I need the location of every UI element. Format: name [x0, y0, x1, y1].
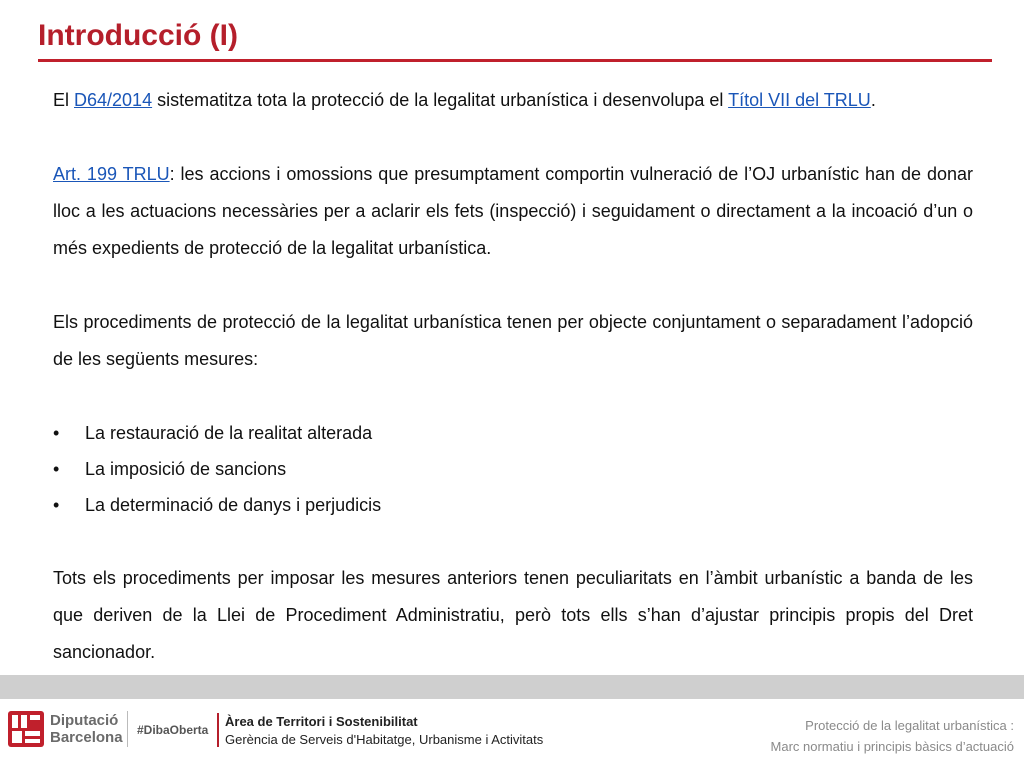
bullet-icon: •: [53, 459, 60, 479]
paragraph-conclusion: Tots els procediments per imposar les mesures anteriors tenen peculiaritats en l’àmbit urbanístic a banda de les que deriven de la Llei de Procediment Administratiu, però tots ells s’han d’ajustar principis propis del Dret sancionador.: [53, 568, 973, 662]
area-info: [225, 713, 543, 749]
logo-text-line2: Barcelona: [50, 729, 123, 746]
diputacio-logo: [8, 711, 123, 747]
list-item-text: La imposició de sancions: [85, 459, 287, 479]
intro-text-2: sistematitza tota la protecció de la legalitat urbanística i desenvolupa el: [152, 90, 729, 110]
footer-band: [0, 675, 1024, 699]
slide-title: Introducció (I): [38, 19, 238, 52]
list-item: [53, 451, 973, 487]
bullet-icon: •: [53, 423, 60, 443]
list-item: [53, 487, 973, 523]
hashtag-label: #DibaOberta: [137, 723, 209, 737]
area-title: Àrea de Territori i Sostenibilitat: [225, 714, 418, 729]
link-art-199-trlu[interactable]: Art. 199 TRLU: [53, 164, 170, 184]
art-199-text: : les accions i omossions que presumptament comportin vulneració de l’OJ urbanístic han de donar lloc a les actuacions necessàries per a aclarir els fets (inspecció) i seguidament o directament a la incoació d’un o més expedients de protecció de la legalitat urbanística.: [53, 164, 973, 258]
paragraph-art-199: [53, 156, 973, 267]
presentation-caption: [771, 715, 1014, 757]
measures-list: [53, 415, 973, 523]
caption-line-2: Marc normatiu i principis bàsics d’actuació: [770, 739, 1014, 754]
area-subtitle: Gerència de Serveis d'Habitatge, Urbanisme i Activitats: [225, 732, 544, 747]
diputacio-logo-icon: [8, 711, 44, 747]
slide-footer: [0, 699, 1024, 768]
paragraph-procediments: Els procediments de protecció de la legalitat urbanística tenen per objecte conjuntament o separadament l’adopció de les següents mesures:: [53, 312, 973, 369]
caption-line-1: Protecció de la legalitat urbanística :: [805, 718, 1014, 733]
link-titol-vii-trlu[interactable]: Títol VII del TRLU: [728, 90, 871, 110]
paragraph-intro: [53, 82, 973, 119]
title-divider: [38, 59, 992, 62]
list-item-text: La restauració de la realitat alterada: [85, 423, 373, 443]
intro-text-1: El: [53, 90, 75, 110]
bullet-icon: •: [53, 495, 60, 515]
link-d64-2014[interactable]: D64/2014: [74, 90, 153, 110]
intro-text-3: .: [870, 90, 876, 110]
footer-separator: [127, 711, 128, 747]
slide-body: [53, 82, 973, 671]
list-item: [53, 415, 973, 451]
list-item-text: La determinació de danys i perjudicis: [85, 495, 382, 515]
logo-text-line1: Diputació: [50, 712, 119, 729]
footer-accent-separator: [217, 713, 219, 747]
